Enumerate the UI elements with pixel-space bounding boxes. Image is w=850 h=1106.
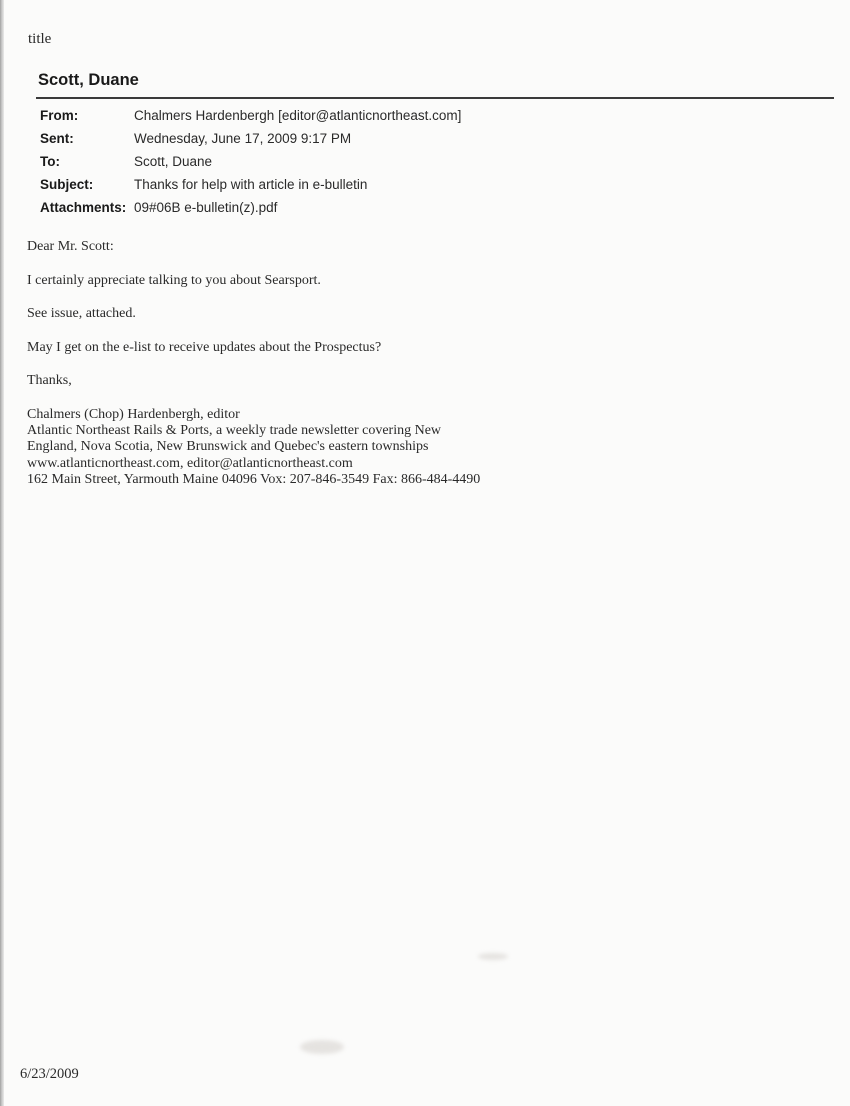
- header-row-subject: [40, 177, 461, 200]
- greeting: Dear Mr. Scott:: [27, 239, 114, 254]
- signature-line: 162 Main Street, Yarmouth Maine 04096 Vox: 207-846-3549 Fax: 866-484-4490: [27, 471, 481, 487]
- mailbox-owner-name: Scott, Duane: [38, 71, 139, 89]
- header-divider: [36, 97, 834, 99]
- sent-label: Sent:: [40, 131, 74, 146]
- to-label: To:: [40, 154, 60, 169]
- page-title: title: [28, 31, 52, 47]
- closing: Thanks,: [27, 373, 72, 388]
- subject-value: Thanks for help with article in e-bulletin: [134, 177, 368, 192]
- signature-line: Chalmers (Chop) Hardenbergh, editor: [27, 407, 240, 422]
- print-date: 6/23/2009: [20, 1066, 79, 1082]
- body-paragraph-1: I certainly appreciate talking to you about Searsport.: [27, 273, 321, 288]
- from-value: Chalmers Hardenbergh [editor@atlanticnortheast.com]: [134, 108, 462, 123]
- attachments-label: Attachments:: [40, 200, 127, 215]
- signature-line: England, Nova Scotia, New Brunswick and Quebec's eastern townships: [27, 439, 429, 455]
- signature-line: Atlantic Northeast Rails & Ports, a weekly trade newsletter covering New: [27, 423, 442, 439]
- scan-smudge: [300, 1040, 344, 1054]
- attachments-value: 09#06B e-bulletin(z).pdf: [134, 200, 278, 215]
- scan-left-edge: [0, 0, 4, 1106]
- to-value: Scott, Duane: [134, 154, 213, 169]
- sent-value: Wednesday, June 17, 2009 9:17 PM: [134, 131, 352, 146]
- scan-smudge: [478, 953, 508, 960]
- header-row-attachments: [40, 200, 461, 223]
- email-header-table: [40, 108, 461, 223]
- body-paragraph-3: May I get on the e-list to receive updates about the Prospectus?: [27, 340, 382, 355]
- subject-label: Subject:: [40, 177, 94, 192]
- header-row-sent: [40, 131, 461, 154]
- header-row-to: [40, 154, 461, 177]
- signature-line: www.atlanticnortheast.com, editor@atlanticnortheast.com: [27, 455, 353, 471]
- body-paragraph-2: See issue, attached.: [27, 306, 136, 321]
- from-label: From:: [40, 108, 79, 123]
- signature-block: [27, 407, 480, 488]
- header-row-from: [40, 108, 461, 131]
